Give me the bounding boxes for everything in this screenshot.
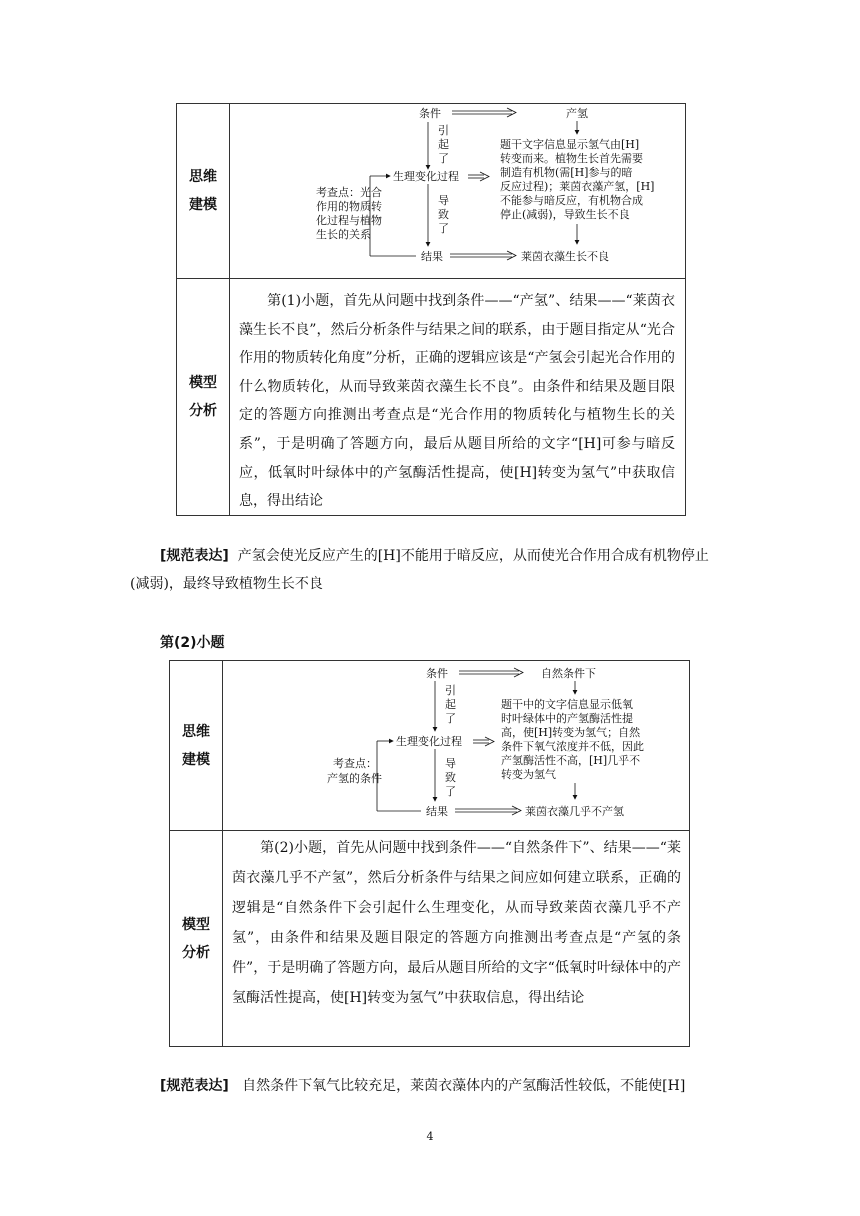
d1-exam-3: 化过程与植物 bbox=[316, 214, 382, 227]
d2-process: 生理变化过程 bbox=[396, 735, 462, 748]
d2-cause-1: 引 bbox=[445, 684, 456, 697]
row-label-analysis: 模型分析 bbox=[177, 279, 230, 515]
d2-result-bottom: 莱茵衣藻几乎不产氢 bbox=[525, 805, 624, 818]
d2-arrowhead-top bbox=[514, 668, 523, 677]
d1-lead-1: 导 bbox=[438, 194, 449, 207]
row-label-modeling: 思维建模 bbox=[177, 104, 230, 278]
norm-tag-2: [规范表达] bbox=[160, 1078, 229, 1094]
d2-arrowhead-mid bbox=[485, 737, 494, 746]
d2-result: 结果 bbox=[426, 805, 448, 818]
subheading-q2: 第(2)小题 bbox=[160, 635, 225, 651]
d1-cause-3: 了 bbox=[438, 152, 449, 165]
d1-info-6: 停止(减弱)，导致生长不良 bbox=[500, 208, 630, 221]
d2-info-1: 题干中的文字信息显示低氧 bbox=[501, 698, 633, 711]
flow-diagram-1 bbox=[230, 104, 686, 278]
d1-lead-3: 了 bbox=[438, 222, 449, 235]
d1-info-5: 不能参与暗反应，有机物合成 bbox=[500, 194, 643, 207]
d1-result-bottom: 莱茵衣藻生长不良 bbox=[521, 250, 609, 263]
d2-info-5: 产氢酶活性不高，[H]几乎不 bbox=[501, 754, 641, 767]
table-2-row-modeling bbox=[170, 661, 689, 830]
norm-text-2: 自然条件下氧气比较充足，莱茵衣藻体内的产氢酶活性较低，不能使[H] bbox=[242, 1078, 686, 1094]
d2-lead-3: 了 bbox=[445, 785, 456, 798]
d2-info-6: 转变为氢气 bbox=[501, 768, 556, 781]
row-label-analysis-2: 模型分析 bbox=[170, 831, 223, 1046]
d1-result-top: 产氢 bbox=[566, 107, 588, 120]
norm-text-1: 产氢会使光反应产生的[H]不能用于暗反应，从而使光合作用合成有机物停止(减弱)，最终导致植物生长不良 bbox=[130, 548, 709, 592]
d1-arrowhead-mid bbox=[480, 172, 489, 181]
flow-diagram-2 bbox=[223, 661, 690, 830]
table-1-row-analysis bbox=[177, 278, 685, 515]
d2-arrowhead-bot bbox=[512, 806, 521, 815]
d1-cause-2: 起 bbox=[438, 138, 449, 151]
d2-exam-2: 产氢的条件 bbox=[327, 772, 382, 785]
d2-lead-1: 导 bbox=[445, 757, 456, 770]
norm-expression-1 bbox=[130, 542, 726, 598]
d2-cause-2: 起 bbox=[445, 698, 456, 711]
row-label-modeling-2: 思维建模 bbox=[170, 661, 223, 830]
d1-condition: 条件 bbox=[419, 107, 441, 120]
diagram-cell bbox=[230, 104, 685, 278]
d2-info-4: 条件下氧气浓度并不低，因此 bbox=[501, 740, 644, 753]
d2-lead-2: 致 bbox=[445, 771, 456, 784]
d2-result-top: 自然条件下 bbox=[541, 667, 596, 680]
d1-info-3: 制造有机物(需[H]参与的暗 bbox=[500, 166, 633, 179]
d2-info-2: 时叶绿体中的产氢酶活性提 bbox=[501, 712, 633, 725]
d1-exam-2: 作用的物质转 bbox=[316, 200, 382, 213]
table-2 bbox=[169, 660, 690, 1047]
d2-exam-1: 考查点： bbox=[333, 757, 377, 770]
d1-exam-1: 考查点：光合 bbox=[316, 186, 382, 199]
d1-info-1: 题干文字信息显示氢气由[H] bbox=[500, 138, 640, 151]
d1-process: 生理变化过程 bbox=[393, 170, 459, 183]
d1-arrowhead-top bbox=[507, 108, 516, 117]
table-1 bbox=[176, 103, 686, 516]
d1-arrowhead-bot bbox=[507, 251, 516, 260]
d2-condition: 条件 bbox=[426, 667, 448, 680]
d1-cause-1: 引 bbox=[438, 124, 449, 137]
d1-lead-2: 致 bbox=[438, 208, 449, 221]
d2-info-3: 高，使[H]转变为氢气；自然 bbox=[501, 726, 641, 739]
d1-result: 结果 bbox=[421, 250, 443, 263]
d1-info-4: 反应过程)；莱茵衣藻产氢，[H] bbox=[500, 180, 655, 193]
page-number: 4 bbox=[426, 1130, 434, 1143]
norm-expression-2 bbox=[130, 1072, 730, 1100]
analysis-text-2: 第(2)小题，首先从问题中找到条件——“自然条件下”、结果——“莱茵衣藻几乎不产氢”，然后分析条件与结果之间应如何建立联系，正确的逻辑是“自然条件下会引起什么生理变化，从而导致莱茵衣藻几乎不产氢”，由条件和结果及题目限定的答题方向推测出考查点是“产氢的条件”，于是明确了答题方向，最后从题目所给的文字“低氧时叶绿体中的产氢酶活性提高，使[H]转变为氢气”中获取信息，得出结论 bbox=[232, 840, 681, 1006]
table-2-row-analysis bbox=[170, 830, 689, 1046]
d1-info-2: 转变而来。植物生长首先需要 bbox=[500, 152, 643, 165]
norm-tag-1: [规范表达] bbox=[160, 548, 229, 564]
d1-exam-4: 生长的关系 bbox=[316, 228, 371, 241]
analysis-text-1: 第(1)小题，首先从问题中找到条件——“产氢”、结果——“莱茵衣藻生长不良”，然后分析条件与结果之间的联系，由于题目指定从“光合作用的物质转化角度”分析，正确的逻辑应该是“产氢会引起光合作用的什么物质转化，从而导致莱茵衣藻生长不良”。由条件和结果及题目限定的答题方向推测出考查点是“光合作用的物质转化与植物生长的关系”，于是明确了答题方向，最后从题目所给的文字“[H]可参与暗反应，低氧时叶绿体中的产氢酶活性提高，使[H]转变为氢气”中获取信息，得出结论 bbox=[239, 293, 675, 510]
d2-cause-3: 了 bbox=[445, 712, 456, 725]
table-1-row-modeling bbox=[177, 104, 685, 278]
diagram-cell-2 bbox=[223, 661, 689, 830]
